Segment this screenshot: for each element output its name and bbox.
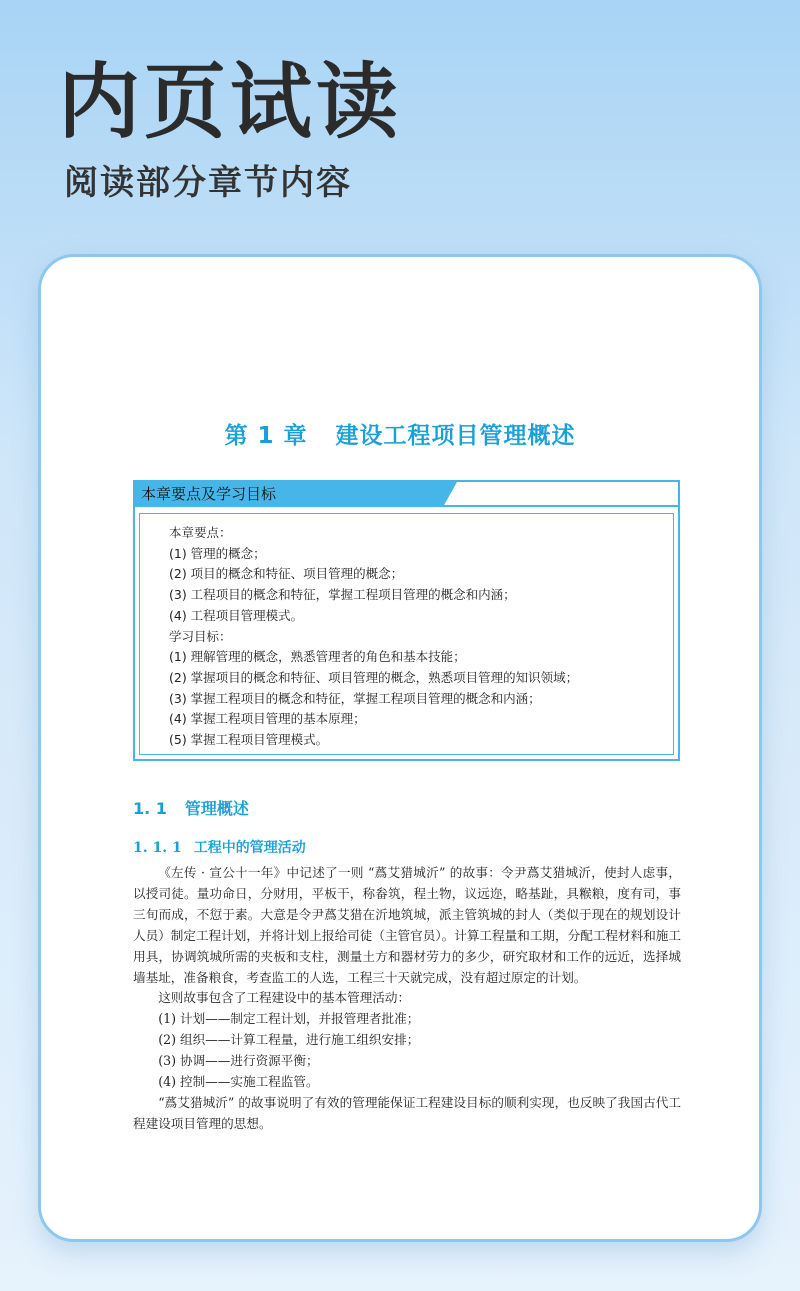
objectives-box-title: 本章要点及学习目标 xyxy=(141,485,277,503)
objectives-line: (3) 掌握工程项目的概念和特征，掌握工程项目管理的概念和内涵； xyxy=(169,690,541,706)
page-hero-title: 内页试读 xyxy=(58,55,403,150)
subsection-number: 1. 1. 1 xyxy=(133,840,182,856)
objectives-line: 本章要点： xyxy=(169,525,232,540)
chapter-title xyxy=(41,417,759,450)
paragraph: 《左传 · 宣公十一年》中记述了一则 “蔿艾猎城沂” 的故事：令尹蔿艾猎城沂，使封人虑事，以授司徒。量功命日，分财用，平板干，称畚筑，程土物，议远迩，略基趾，具糇粮，度有司，事三旬而成，不愆于素。大意是令尹蔿艾猎在沂地筑城，派主管筑城的封人（类似于现在的规划设计人员）制定工程计划，并将计划上报给司徒（主管官员）。计算工程量和工期，分配工程材料和施工用具，协调筑城所需的夹板和支柱，测量土方和器材劳力的多少，研究取材和工作的远近，选择城墙基址，准备粮食，考查监工的人选，工程三十天就完成，没有超过原定的计划。 xyxy=(133,865,681,985)
subsection-title: 工程中的管理活动 xyxy=(193,840,306,856)
section-title: 管理概述 xyxy=(184,799,249,818)
page-hero-subtitle: 阅读部分章节内容 xyxy=(64,163,352,203)
list-item: (4) 控制——实施工程监管。 xyxy=(158,1074,319,1090)
objectives-line: 学习目标： xyxy=(169,628,232,644)
body-text xyxy=(133,863,681,1135)
list-item: (1) 计划——制定工程计划，并报管理者批准； xyxy=(158,1011,420,1027)
objectives-line: (4) 工程项目管理模式。 xyxy=(169,607,304,623)
section-number: 1. 1 xyxy=(133,799,167,818)
chapter-name: 建设工程项目管理概述 xyxy=(335,423,576,449)
objectives-line: (1) 理解管理的概念，熟悉管理者的角色和基本技能； xyxy=(169,649,466,665)
objectives-line: (4) 掌握工程项目管理的基本原理； xyxy=(169,711,366,727)
list-item: (2) 组织——计算工程量，进行施工组织安排； xyxy=(158,1032,420,1048)
paragraph: 这则故事包含了工程建设中的基本管理活动： xyxy=(158,990,411,1006)
paragraph: “蔿艾猎城沂” 的故事说明了有效的管理能保证工程建设目标的顺利实现，也反映了我国古代工程建设项目管理的思想。 xyxy=(133,1094,681,1131)
chapter-number: 第 1 章 xyxy=(224,423,308,449)
objectives-line: (2) 掌握项目的概念和特征、项目管理的概念，熟悉项目管理的知识领域； xyxy=(169,669,579,685)
objectives-line: (3) 工程项目的概念和特征，掌握工程项目管理的概念和内涵； xyxy=(169,587,516,603)
book-page-card xyxy=(38,254,762,1242)
objectives-line: (5) 掌握工程项目管理模式。 xyxy=(169,732,329,748)
objectives-line: (1) 管理的概念； xyxy=(169,545,266,561)
objectives-line: (2) 项目的概念和特征、项目管理的概念； xyxy=(169,566,404,582)
section-heading-1-1-1 xyxy=(133,837,306,857)
section-heading-1-1 xyxy=(133,796,249,819)
objectives-header-slant xyxy=(443,480,680,505)
objectives-list xyxy=(169,523,669,751)
list-item: (3) 协调——进行资源平衡； xyxy=(158,1053,319,1069)
